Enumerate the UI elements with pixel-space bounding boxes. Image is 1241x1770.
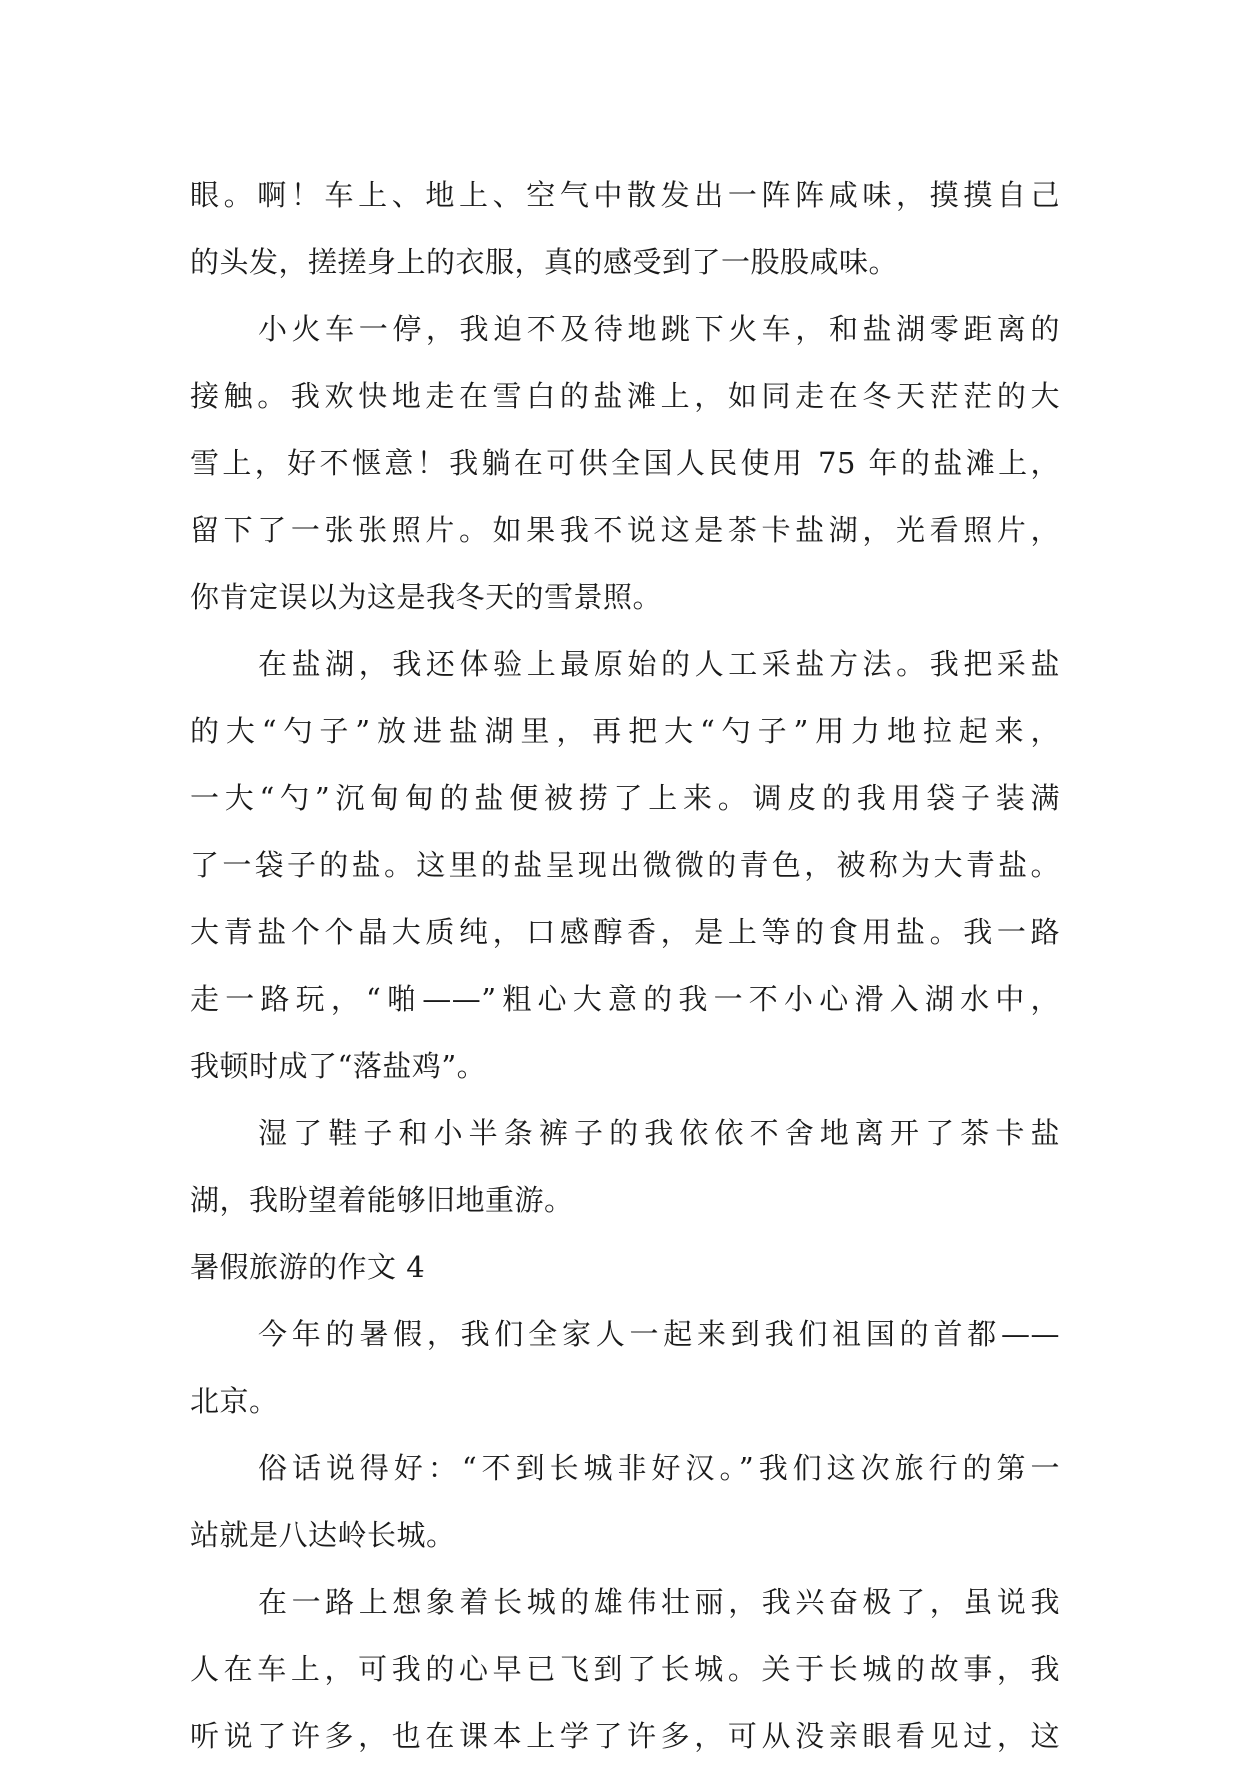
text-line: 了一袋子的盐。这里的盐呈现出微微的青色，被称为大青盐。 xyxy=(190,848,1060,882)
text-line: 接触。我欢快地走在雪白的盐滩上，如同走在冬天茫茫的大 xyxy=(190,379,1060,413)
text-line: 我顿时成了“落盐鸡”。 xyxy=(190,1049,487,1083)
text-line: 雪上，好不惬意！我躺在可供全国人民使用 75 年的盐滩上， xyxy=(190,446,1060,480)
text-line: 眼。啊！车上、地上、空气中散发出一阵阵咸味，摸摸自己 xyxy=(190,178,1060,212)
text-line: 在一路上想象着长城的雄伟壮丽，我兴奋极了，虽说我 xyxy=(258,1585,1060,1619)
text-line: 湖，我盼望着能够旧地重游。 xyxy=(190,1183,574,1217)
text-line: 湿了鞋子和小半条裤子的我依依不舍地离开了茶卡盐 xyxy=(258,1116,1060,1150)
text-line: 今年的暑假，我们全家人一起来到我们祖国的首都—— xyxy=(258,1317,1060,1351)
text-line: 人在车上，可我的心早已飞到了长城。关于长城的故事，我 xyxy=(190,1652,1060,1686)
text-line: 听说了许多，也在课本上学了许多，可从没亲眼看见过，这 xyxy=(190,1719,1060,1753)
text-line: 一大“勺”沉甸甸的盐便被捞了上来。调皮的我用袋子装满 xyxy=(190,781,1060,815)
text-line: 留下了一张张照片。如果我不说这是茶卡盐湖，光看照片， xyxy=(190,513,1060,547)
text-line: 小火车一停，我迫不及待地跳下火车，和盐湖零距离的 xyxy=(258,312,1060,346)
text-line: 在盐湖，我还体验上最原始的人工采盐方法。我把采盐 xyxy=(258,647,1060,681)
text-line: 俗话说得好：“不到长城非好汉。”我们这次旅行的第一 xyxy=(258,1451,1060,1485)
text-line: 的大“勺子”放进盐湖里，再把大“勺子”用力地拉起来， xyxy=(190,714,1060,748)
text-line: 你肯定误以为这是我冬天的雪景照。 xyxy=(190,580,663,614)
document-body xyxy=(190,162,1060,1770)
text-line: 大青盐个个晶大质纯，口感醇香，是上等的食用盐。我一路 xyxy=(190,915,1060,949)
text-line: 站就是八达岭长城。 xyxy=(190,1518,456,1552)
text-line: 的头发，搓搓身上的衣服，真的感受到了一股股咸味。 xyxy=(190,245,899,279)
text-line: 北京。 xyxy=(190,1384,279,1418)
section-heading: 暑假旅游的作文 4 xyxy=(190,1250,426,1284)
text-line: 走一路玩，“啪——”粗心大意的我一不小心滑入湖水中， xyxy=(190,982,1060,1016)
